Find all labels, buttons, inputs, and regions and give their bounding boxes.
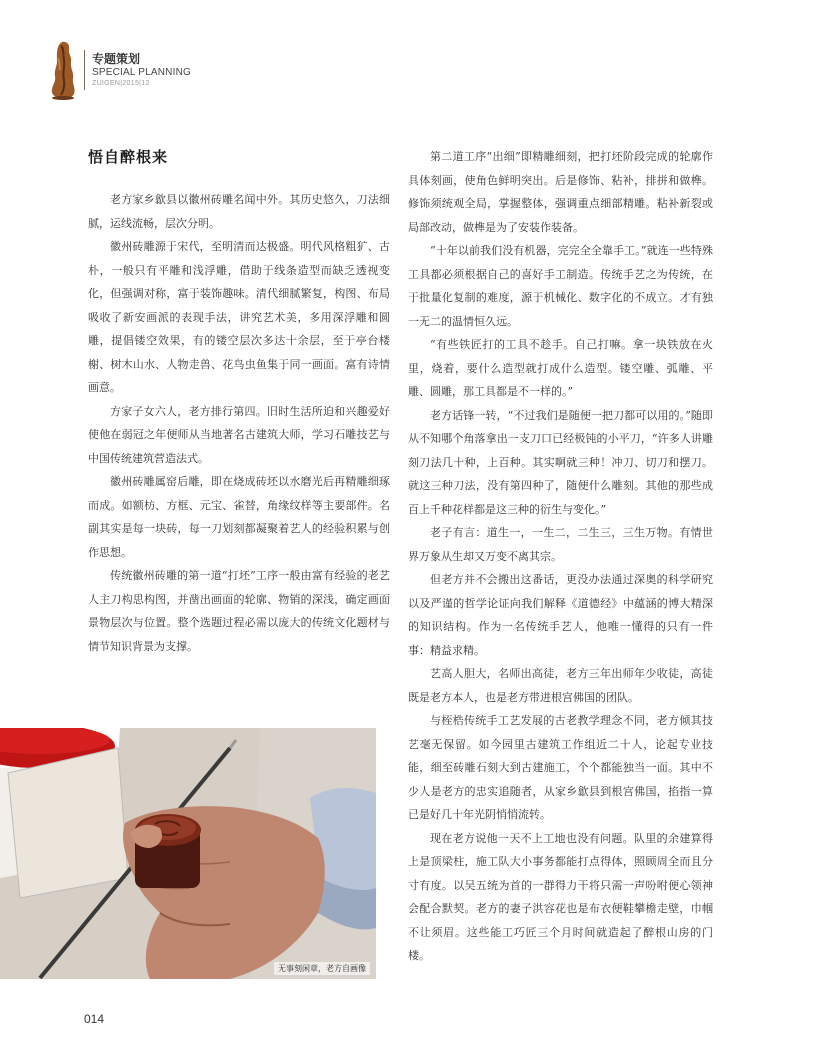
paragraph: 现在老方说他一天不上工地也没有问题。队里的余建算得上是顶梁柱，施工队大小事务都能打点得体，照顾周全而且分寸有度。以吴五统为首的一群得力干将只需一声吩咐便心领神会配合默契。老方的妻子洪容花也是布衣便鞋攀檐走壁，巾帼不让须眉。这些能工巧匠三个月时间就造起了醉根山房的门楼。 <box>408 831 713 962</box>
section-label <box>92 52 191 88</box>
section-title-en: SPECIAL PLANNING <box>92 67 191 78</box>
article-title: 悟自醉根来 <box>88 148 169 166</box>
paragraph: 传统徽州砖雕的第一道“打坯”工序一般由富有经验的老艺人主刀构思构图，并凿出画面的轮廓、物销的深浅，确定画面景物层次与位置。整个选题过程必需以庞大的传统文化题材与情节知识背景为支撑。 <box>88 569 390 653</box>
paragraph: “十年以前我们没有机器，完完全全靠手工。”就连一些特殊工具都必须根据自己的喜好手工制造。传统手艺之为传统，在于批量化复制的难度，源于机械化、数字化的不成立。才有独一无二的温情恒久远。 <box>408 244 713 328</box>
article-column-left <box>88 188 390 658</box>
paragraph: 徽州砖雕源于宋代，至明清而达极盛。明代风格粗犷、古朴，一般只有平雕和浅浮雕，借助于线条造型而缺乏透视变化，但强调对称，富于装饰趣味。清代细腻繁复，构图、布局吸收了新安画派的表现手法，讲究艺术美，多用深浮雕和圆雕，提倡镂空效果，有的镂空层次多达十余层，至于亭台楼榭、树木山水、人物走兽、花鸟虫鱼集于同一画面。富有诗情画意。 <box>88 240 390 394</box>
paragraph: 艺高人胆大，名师出高徒，老方三年出师年少收徒，高徒既是老方本人，也是老方带进根宫佛国的团队。 <box>408 667 713 704</box>
header-divider <box>84 50 85 90</box>
paragraph: 方家子女六人，老方排行第四。旧时生活所迫和兴趣爱好使他在弱冠之年便师从当地著名古建筑大师，学习石雕技艺与中国传统建筑营造法式。 <box>88 404 390 465</box>
paragraph: 老方话锋一转，“不过我们是随便一把刀都可以用的。”随即从不知哪个角落拿出一支刀口已经极钝的小平刀，“许多人讲雕刻刀法几十种，上百种。其实啊就三种！冲刀、切刀和摆刀。就这三种刀法，没有第四种了，随便什么雕刻。其他的那些成百上千种花样都是这三种的衍生与变化。” <box>408 408 713 516</box>
page-number: 014 <box>84 1012 105 1026</box>
hand-holding-seal-photo <box>0 728 376 979</box>
root-sculpture-logo-icon <box>48 40 78 100</box>
paragraph: 老子有言：道生一，一生二，二生三，三生万物。有情世界万象从生却又万变不离其宗。 <box>408 526 713 563</box>
paragraph: 老方家乡歙县以徽州砖雕名闻中外。其历史悠久，刀法细腻，运线流畅，层次分明。 <box>88 193 390 230</box>
photo-illustration <box>0 728 376 979</box>
paragraph: 徽州砖雕属窑后雕，即在烧成砖坯以水磨光后再精雕细琢而成。如额枋、方框、元宝、雀替，角缘纹样等主要部件。名副其实是每一块砖，每一刀划刻都凝聚着艺人的经验积累与创作思想。 <box>88 475 390 559</box>
paragraph: 但老方并不会搬出这番话，更没办法通过深奥的科学研究以及严谨的哲学论证向我们解释《道德经》中蕴涵的博大精深的知识结构。作为一名传统手艺人，他唯一懂得的只有一件事：精益求精。 <box>408 573 713 657</box>
paragraph: 第二道工序“出细”即精雕细刻，把打坯阶段完成的轮廓作具体刻画，使角色鲜明突出。后是修饰、粘补，排拼和做榫。修饰须统观全局，掌握整体，强调重点细部精雕。粘补新裂或局部改动，做榫是为了安装作装备。 <box>408 150 713 234</box>
paragraph: “有些铁匠打的工具不趁手。自己打嘛。拿一块铁放在火里，烧着，要什么造型就打成什么造型。镂空雕、弧雕、平雕、圆雕，那工具都是不一样的。” <box>408 338 713 398</box>
section-title-cn: 专题策划 <box>92 52 141 66</box>
article-column-right <box>408 145 713 968</box>
paragraph: 与桎梏传统手工艺发展的古老教学理念不同，老方倾其技艺毫无保留。如今园里古建筑工作组近二十人，论起专业技能，细至砖雕石刻大到古建施工，个个都能独当一面。其中不少人是老方的忠实追随者，从家乡歙县到根宫佛国，掐指一算已是好几十年光阴悄悄流转。 <box>408 714 713 821</box>
issue-code: ZUIGEN|2015|12 <box>92 80 150 87</box>
photo-caption: 无事刻闲章，老方自画像 <box>274 962 370 975</box>
